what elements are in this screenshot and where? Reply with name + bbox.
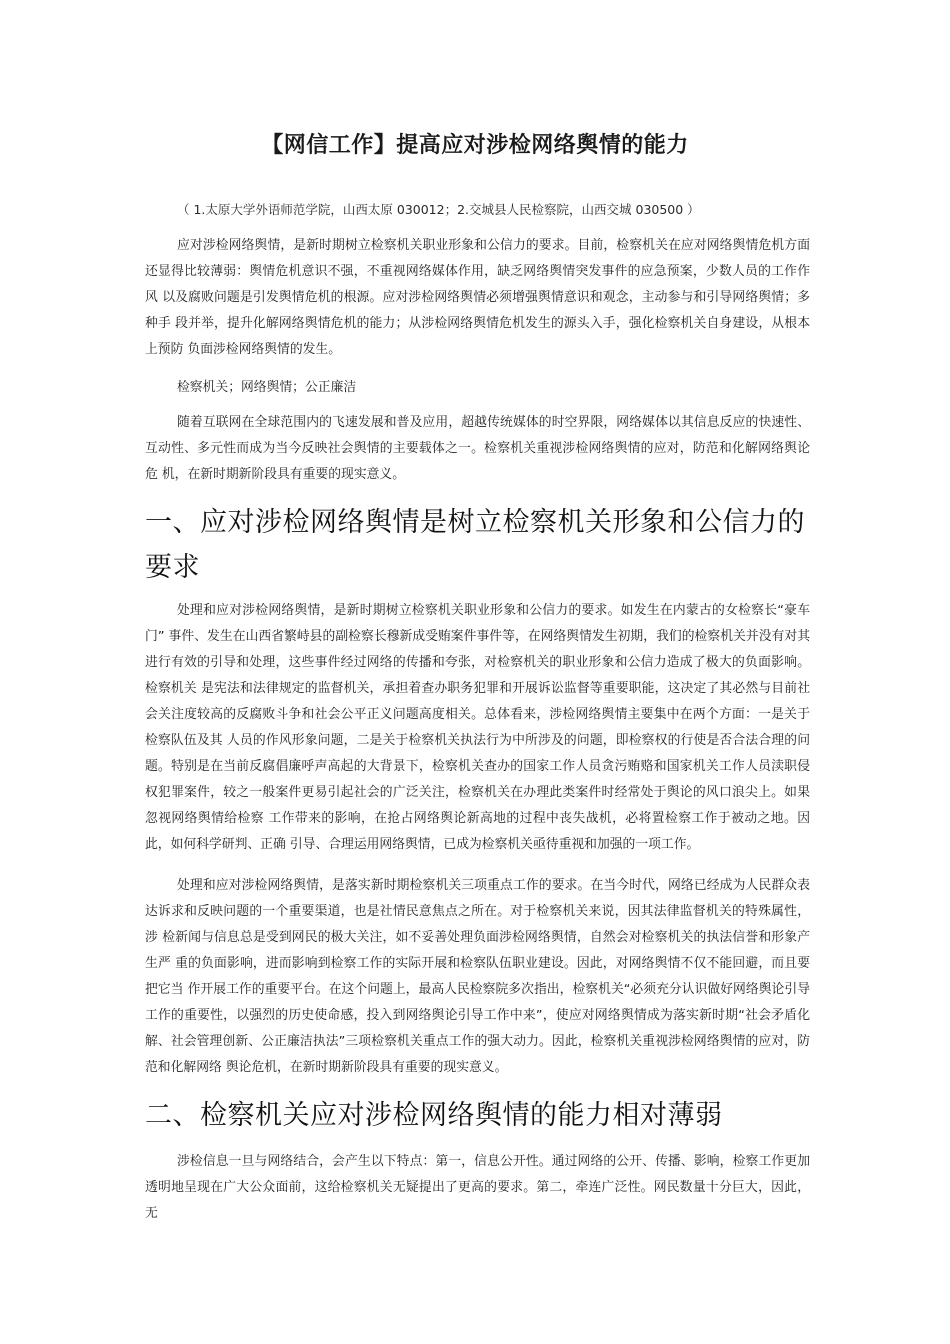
abstract-paragraph: 应对涉检网络舆情，是新时期树立检察机关职业形象和公信力的要求。目前，检察机关在应对网络舆情危机方面还显得比较薄弱：舆情危机意识不强，不重视网络媒体作用，缺乏网络舆情突发事件的应急预案，少数人员的工作作风 以及腐败问题是引发舆情危机的根源。应对涉检网络舆情必须增强舆情意识和观念，主动参与和引导网络舆情；多种手 段并举，提升化解网络舆情危机的能力；从涉检网络舆情危机发生的源头入手，强化检察机关自身建设，从根本上预防 负面涉检网络舆情的发生。 (145, 238, 810, 357)
document-title: 【网信工作】提高应对涉检网络舆情的能力 (261, 133, 689, 158)
section-2-paragraph-1: 涉检信息一旦与网络结合，会产生以下特点：第一，信息公开性。通过网络的公开、传播、影响，检察工作更加透明地呈现在广大公众面前，这给检察机关无疑提出了更高的要求。第二，牵连广泛性。网民数量十分巨大，因此，无 (145, 1154, 810, 1221)
section-1-paragraph-1: 处理和应对涉检网络舆情，是新时期树立检察机关职业形象和公信力的要求。如发生在内蒙古的女检察长“豪车门” 事件、发生在山西省繁峙县的副检察长穆新成受贿案件事件等，在网络舆情发生初期，我们的检察机关并没有对其进行有效的引导和处理，这些事件经过网络的传播和夸张，对检察机关的职业形象和公信力造成了极大的负面影响。检察机关 是宪法和法律规定的监督机关，承担着查办职务犯罪和开展诉讼监督等重要职能，这决定了其必然与目前社会关注度较高的反腐败斗争和社会公平正义问题高度相关。总体看来，涉检网络舆情主要集中在两个方面：一是关于检察队伍及其 人员的作风形象问题，二是关于检察机关执法行为中所涉及的问题，即检察权的行使是否合法合理的问题。特别是在当前反腐倡廉呼声高起的大背景下，检察机关查办的国家工作人员贪污贿赂和国家机关工作人员渎职侵权犯罪案件，较之一般案件更易引起社会的广泛关注，检察机关在办理此类案件时经常处于舆论的风口浪尖上。如果忽视网络舆情给检察 工作带来的影响，在抢占网络舆论新高地的过程中丧失战机，必将置检察工作于被动之地。因此，如何科学研判、正确 引导、合理运用网络舆情，已成为检察机关亟待重视和加强的一项工作。 (145, 603, 810, 852)
intro-paragraph: 随着互联网在全球范围内的飞速发展和普及应用，超越传统媒体的时空界限，网络媒体以其信息反应的快速性、 互动性、多元性而成为当今反映社会舆情的主要载体之一。检察机关重视涉检网络舆情的应对，防范和化解网络舆论危 机，在新时期新阶段具有重要的现实意义。 (145, 415, 810, 482)
section-2-heading: 二、检察机关应对涉检网络舆情的能力相对薄弱 (145, 1100, 723, 1131)
section-1-heading: 一、应对涉检网络舆情是树立检察机关形象和公信力的要求 (145, 507, 805, 583)
author-affiliation: （ 1.太原大学外语师范学院，山西太原 030012；2.交城县人民检察院，山西交城 030500 ） (177, 202, 700, 217)
keywords-paragraph: 检察机关；网络舆情；公正廉洁 (177, 380, 357, 395)
section-1-paragraph-2: 处理和应对涉检网络舆情，是落实新时期检察机关三项重点工作的要求。在当今时代，网络已经成为人民群众表 达诉求和反映问题的一个重要渠道，也是社情民意焦点之所在。对于检察机关来说，因其法律监督机关的特殊属性，涉 检新闻与信息总是受到网民的极大关注，如不妥善处理负面涉检网络舆情，自然会对检察机关的执法信誉和形象产生严 重的负面影响，进而影响到检察工作的实际开展和检察队伍职业建设。因此，对网络舆情不仅不能回避，而且要把它当 作开展工作的重要平台。在这个问题上，最高人民检察院多次指出，检察机关“必须充分认识做好网络舆论引导工作的重要性，以强烈的历史使命感，投入到网络舆论引导工作中来”，使应对网络舆情成为落实新时期“社会矛盾化解、社会管理创新、公正廉洁执法”三项检察机关重点工作的强大动力。因此，检察机关重视涉检网络舆情的应对，防范和化解网络 舆论危机，在新时期新阶段具有重要的现实意义。 (145, 878, 810, 1075)
